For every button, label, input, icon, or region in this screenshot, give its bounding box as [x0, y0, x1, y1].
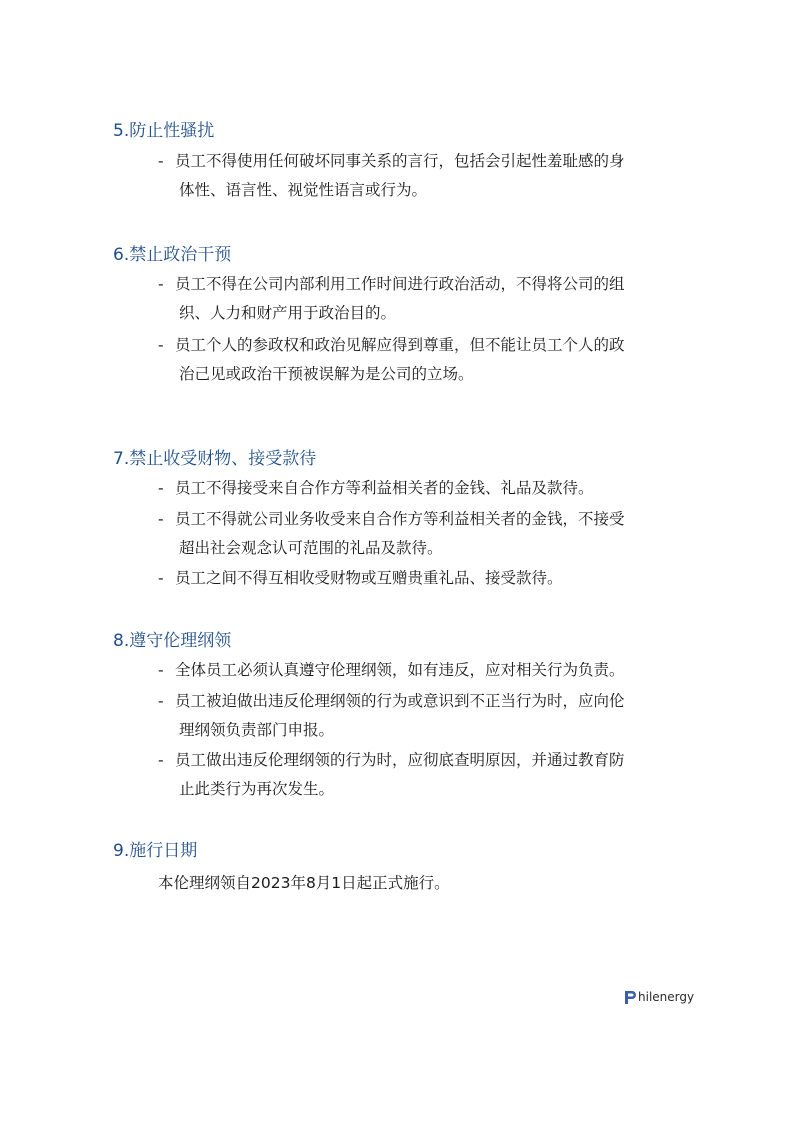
list-item [158, 331, 698, 389]
bullet-dash: - [158, 569, 164, 587]
section-heading-5: 5.防止性骚扰 [113, 121, 215, 141]
bullet-text-line: 全体员工必须认真遵守伦理纲领，如有违反，应对相关行为负责。 [175, 661, 625, 679]
bullet-dash: - [158, 751, 164, 769]
list-item [158, 474, 698, 503]
bullet-text-line: 员工不得接受来自合作方等利益相关者的金钱、礼品及款待。 [175, 479, 594, 497]
bullet-dash: - [158, 336, 164, 354]
company-logo [624, 987, 694, 1007]
bullet-text-line: 超出社会观念认可范围的礼品及款待。 [179, 539, 443, 557]
bullet-text-line: 员工之间不得互相收受财物或互赠贵重礼品、接受款待。 [175, 569, 563, 587]
list-item [158, 505, 698, 563]
bullet-text-line: 员工被迫做出违反伦理纲领的行为或意识到不正当行为时，应向伦 [175, 692, 625, 710]
section-heading-7: 7.禁止收受财物、接受款待 [113, 449, 317, 469]
bullet-dash: - [158, 275, 164, 293]
section-heading-6: 6.禁止政治干预 [113, 245, 232, 265]
bullet-text-line: 止此类行为再次发生。 [179, 780, 335, 798]
bullet-text-line: 员工不得在公司内部利用工作时间进行政治活动，不得将公司的组 [175, 275, 625, 293]
list-item [158, 270, 698, 328]
list-item [158, 564, 698, 593]
bullet-dash: - [158, 152, 164, 170]
bullet-dash: - [158, 692, 164, 710]
bullet-dash: - [158, 510, 164, 528]
list-item [158, 746, 698, 804]
bullet-text-line: 员工个人的参政权和政治见解应得到尊重，但不能让员工个人的政 [175, 336, 625, 354]
effective-date-paragraph: 本伦理纲领自2023年8月1日起正式施行。 [158, 874, 450, 892]
section-heading-8: 8.遵守伦理纲领 [113, 631, 232, 651]
list-item [158, 147, 698, 205]
bullet-text-line: 织、人力和财产用于政治目的。 [179, 304, 397, 322]
bullet-dash: - [158, 661, 164, 679]
bullet-text-line: 治己见或政治干预被误解为是公司的立场。 [179, 365, 474, 383]
section-heading-9: 9.施行日期 [113, 841, 198, 861]
list-item [158, 656, 698, 685]
logo-wordmark: hilenergy [638, 990, 695, 1004]
bullet-text-line: 理纲领负责部门申报。 [179, 721, 335, 739]
bullet-text-line: 员工做出违反伦理纲领的行为时，应彻底查明原因，并通过教育防 [175, 751, 625, 769]
bullet-dash: - [158, 479, 164, 497]
bullet-text-line: 员工不得就公司业务收受来自合作方等利益相关者的金钱，不接受 [175, 510, 625, 528]
logo-mark-icon [624, 989, 637, 1005]
bullet-text-line: 体性、语言性、视觉性语言或行为。 [179, 181, 428, 199]
list-item [158, 687, 698, 745]
bullet-text-line: 员工不得使用任何破坏同事关系的言行，包括会引起性羞耻感的身 [175, 152, 625, 170]
